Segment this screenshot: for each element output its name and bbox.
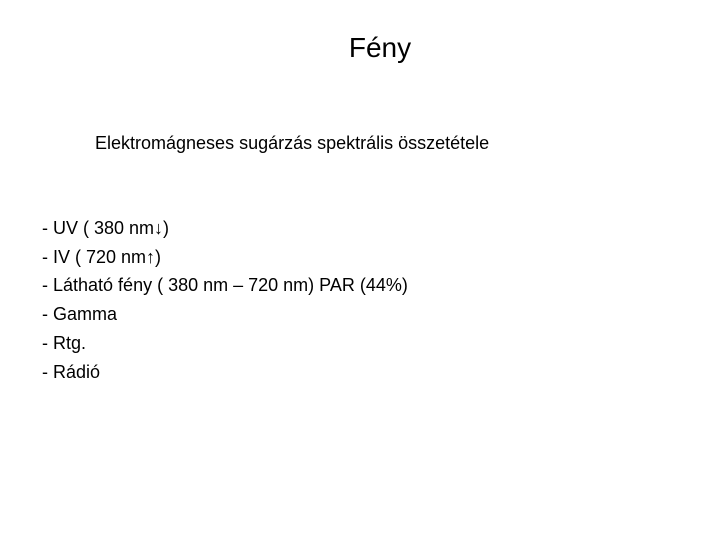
- up-arrow-icon: ↑: [146, 246, 156, 267]
- list-item-radio: - Rádió: [42, 361, 101, 382]
- list-item-text: ): [155, 246, 162, 267]
- slide-subtitle: Elektromágneses sugárzás spektrális összetétele: [95, 133, 490, 153]
- list-item-gamma: - Gamma: [42, 304, 118, 325]
- list-item-text: - IV ( 720 nm: [42, 246, 147, 267]
- bullet-list: [42, 214, 408, 386]
- list-item-iv: [42, 243, 408, 272]
- slide-title: Fény: [348, 32, 412, 63]
- list-item-xray: - Rtg.: [42, 332, 87, 353]
- list-item-text: ): [163, 218, 170, 238]
- down-arrow-icon: ↓: [154, 218, 164, 238]
- list-item-visible-light: - Látható fény ( 380 nm – 720 nm) PAR (44%): [42, 275, 408, 296]
- list-item-text: - UV ( 380 nm: [42, 218, 155, 238]
- list-item-uv: [42, 214, 408, 243]
